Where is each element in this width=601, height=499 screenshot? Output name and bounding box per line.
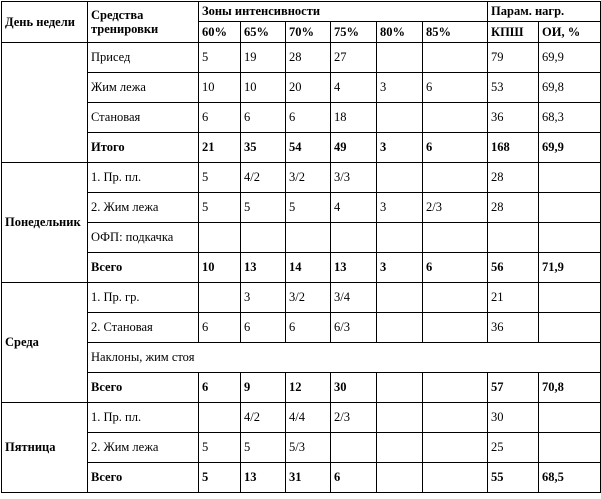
- param-value-cell: [539, 223, 601, 253]
- zone-value-cell: 6: [423, 253, 488, 283]
- zone-value-cell: 5: [241, 193, 286, 223]
- header-zone-col: 80%: [377, 22, 423, 43]
- param-value-cell: 79: [488, 43, 539, 73]
- table-row: [2, 223, 601, 253]
- zone-value-cell: [286, 223, 331, 253]
- zone-value-cell: 2/3: [423, 193, 488, 223]
- zone-value-cell: 18: [331, 103, 377, 133]
- table-row: [2, 103, 601, 133]
- zone-value-cell: 6: [423, 73, 488, 103]
- zone-value-cell: [377, 163, 423, 193]
- header-day: День недели: [2, 2, 88, 43]
- zone-value-cell: 5: [199, 433, 241, 463]
- zone-value-cell: 13: [331, 253, 377, 283]
- exercise-cell: Всего: [88, 463, 199, 493]
- exercise-cell: 2. Становая: [88, 313, 199, 343]
- zone-value-cell: 21: [199, 133, 241, 163]
- param-value-cell: 168: [488, 133, 539, 163]
- zone-value-cell: [377, 463, 423, 493]
- zone-value-cell: 13: [241, 253, 286, 283]
- training-table: [1, 1, 601, 493]
- day-cell: Пятница: [2, 403, 88, 493]
- zone-value-cell: [423, 403, 488, 433]
- table-row: [2, 73, 601, 103]
- header-zone-col: 60%: [199, 22, 241, 43]
- header-params: Парам. нагр.: [488, 2, 601, 22]
- table-row: [2, 163, 601, 193]
- table-row: [2, 343, 601, 373]
- param-value-cell: 69,9: [539, 133, 601, 163]
- zone-value-cell: 20: [286, 73, 331, 103]
- exercise-cell: Присед: [88, 43, 199, 73]
- zone-value-cell: 30: [331, 373, 377, 403]
- zone-value-cell: [423, 163, 488, 193]
- zone-value-cell: [377, 223, 423, 253]
- header-zones: Зоны интенсивности: [199, 2, 488, 22]
- param-value-cell: 57: [488, 373, 539, 403]
- param-value-cell: 71,9: [539, 253, 601, 283]
- zone-value-cell: 35: [241, 133, 286, 163]
- zone-value-cell: 5: [199, 463, 241, 493]
- exercise-cell: 1. Пр. пл.: [88, 403, 199, 433]
- param-value-cell: 53: [488, 73, 539, 103]
- zone-value-cell: 10: [241, 73, 286, 103]
- zone-value-cell: [377, 403, 423, 433]
- zone-value-cell: 3: [377, 193, 423, 223]
- zone-value-cell: 6: [199, 313, 241, 343]
- zone-value-cell: [377, 313, 423, 343]
- zone-value-cell: 3: [377, 253, 423, 283]
- zone-value-cell: 6: [286, 103, 331, 133]
- day-cell: Понедельник: [2, 163, 88, 283]
- zone-value-cell: 5/3: [286, 433, 331, 463]
- zone-value-cell: [423, 223, 488, 253]
- table-row: [2, 43, 601, 73]
- zone-value-cell: 4/2: [241, 403, 286, 433]
- zone-value-cell: 28: [286, 43, 331, 73]
- param-value-cell: 36: [488, 313, 539, 343]
- zone-value-cell: 3/4: [331, 283, 377, 313]
- table-row: [2, 373, 601, 403]
- param-value-cell: [539, 163, 601, 193]
- param-value-cell: 28: [488, 193, 539, 223]
- exercise-cell: Становая: [88, 103, 199, 133]
- table-row: [2, 433, 601, 463]
- zone-value-cell: [423, 433, 488, 463]
- zone-value-cell: 3: [377, 133, 423, 163]
- exercise-cell: 1. Пр. гр.: [88, 283, 199, 313]
- zone-value-cell: 4/2: [241, 163, 286, 193]
- table-row: [2, 253, 601, 283]
- exercise-cell: Жим лежа: [88, 73, 199, 103]
- zone-value-cell: 6: [241, 103, 286, 133]
- param-value-cell: 69,9: [539, 43, 601, 73]
- exercise-cell: 2. Жим лежа: [88, 193, 199, 223]
- exercise-cell: Наклоны, жим стоя: [88, 343, 601, 373]
- zone-value-cell: [241, 223, 286, 253]
- param-value-cell: 69,8: [539, 73, 601, 103]
- zone-value-cell: 9: [241, 373, 286, 403]
- zone-value-cell: [377, 283, 423, 313]
- exercise-cell: 2. Жим лежа: [88, 433, 199, 463]
- header-zone-col: 85%: [423, 22, 488, 43]
- zone-value-cell: 54: [286, 133, 331, 163]
- param-value-cell: 56: [488, 253, 539, 283]
- zone-value-cell: 3: [241, 283, 286, 313]
- zone-value-cell: 4: [331, 193, 377, 223]
- header-zone-col: 75%: [331, 22, 377, 43]
- header-means: Средства тренировки: [88, 2, 199, 43]
- param-value-cell: 70,8: [539, 373, 601, 403]
- zone-value-cell: 13: [241, 463, 286, 493]
- param-value-cell: [539, 283, 601, 313]
- param-value-cell: 36: [488, 103, 539, 133]
- zone-value-cell: [377, 433, 423, 463]
- exercise-cell: Всего: [88, 253, 199, 283]
- param-value-cell: [539, 193, 601, 223]
- zone-value-cell: 3/2: [286, 163, 331, 193]
- zone-value-cell: 19: [241, 43, 286, 73]
- table-row: [2, 133, 601, 163]
- table-row: [2, 403, 601, 433]
- zone-value-cell: 3: [377, 73, 423, 103]
- zone-value-cell: 49: [331, 133, 377, 163]
- header-param-col: КПШ: [488, 22, 539, 43]
- param-value-cell: 55: [488, 463, 539, 493]
- zone-value-cell: 6: [241, 313, 286, 343]
- zone-value-cell: 6: [286, 313, 331, 343]
- exercise-cell: Всего: [88, 373, 199, 403]
- day-cell: [2, 43, 88, 163]
- exercise-cell: ОФП: подкачка: [88, 223, 199, 253]
- zone-value-cell: 3/3: [331, 163, 377, 193]
- zone-value-cell: 10: [199, 73, 241, 103]
- zone-value-cell: 31: [286, 463, 331, 493]
- zone-value-cell: [423, 463, 488, 493]
- zone-value-cell: [377, 43, 423, 73]
- param-value-cell: 21: [488, 283, 539, 313]
- zone-value-cell: [423, 103, 488, 133]
- zone-value-cell: [199, 283, 241, 313]
- zone-value-cell: 6: [423, 133, 488, 163]
- zone-value-cell: 6: [199, 103, 241, 133]
- param-value-cell: 30: [488, 403, 539, 433]
- param-value-cell: [488, 223, 539, 253]
- zone-value-cell: 5: [199, 43, 241, 73]
- zone-value-cell: 5: [286, 193, 331, 223]
- zone-value-cell: 6: [199, 373, 241, 403]
- zone-value-cell: 27: [331, 43, 377, 73]
- zone-value-cell: 2/3: [331, 403, 377, 433]
- zone-value-cell: 10: [199, 253, 241, 283]
- zone-value-cell: [331, 223, 377, 253]
- table-row: [2, 313, 601, 343]
- zone-value-cell: 4: [331, 73, 377, 103]
- param-value-cell: [539, 403, 601, 433]
- zone-value-cell: [377, 373, 423, 403]
- zone-value-cell: 12: [286, 373, 331, 403]
- header-zone-col: 70%: [286, 22, 331, 43]
- day-cell: Среда: [2, 283, 88, 403]
- zone-value-cell: 4/4: [286, 403, 331, 433]
- exercise-cell: Итого: [88, 133, 199, 163]
- param-value-cell: 28: [488, 163, 539, 193]
- zone-value-cell: 14: [286, 253, 331, 283]
- zone-value-cell: [199, 223, 241, 253]
- zone-value-cell: 6/3: [331, 313, 377, 343]
- zone-value-cell: 5: [199, 193, 241, 223]
- zone-value-cell: 6: [331, 463, 377, 493]
- param-value-cell: 25: [488, 433, 539, 463]
- param-value-cell: 68,3: [539, 103, 601, 133]
- zone-value-cell: [423, 43, 488, 73]
- zone-value-cell: [377, 103, 423, 133]
- zone-value-cell: 5: [199, 163, 241, 193]
- header-param-col: ОИ, %: [539, 22, 601, 43]
- zone-value-cell: [423, 313, 488, 343]
- param-value-cell: [539, 433, 601, 463]
- zone-value-cell: [423, 373, 488, 403]
- zone-value-cell: [423, 283, 488, 313]
- param-value-cell: [539, 313, 601, 343]
- table-row: [2, 193, 601, 223]
- zone-value-cell: 5: [241, 433, 286, 463]
- zone-value-cell: [199, 403, 241, 433]
- zone-value-cell: 3/2: [286, 283, 331, 313]
- param-value-cell: 68,5: [539, 463, 601, 493]
- table-row: [2, 283, 601, 313]
- zone-value-cell: [331, 433, 377, 463]
- table-row: [2, 463, 601, 493]
- header-zone-col: 65%: [241, 22, 286, 43]
- exercise-cell: 1. Пр. пл.: [88, 163, 199, 193]
